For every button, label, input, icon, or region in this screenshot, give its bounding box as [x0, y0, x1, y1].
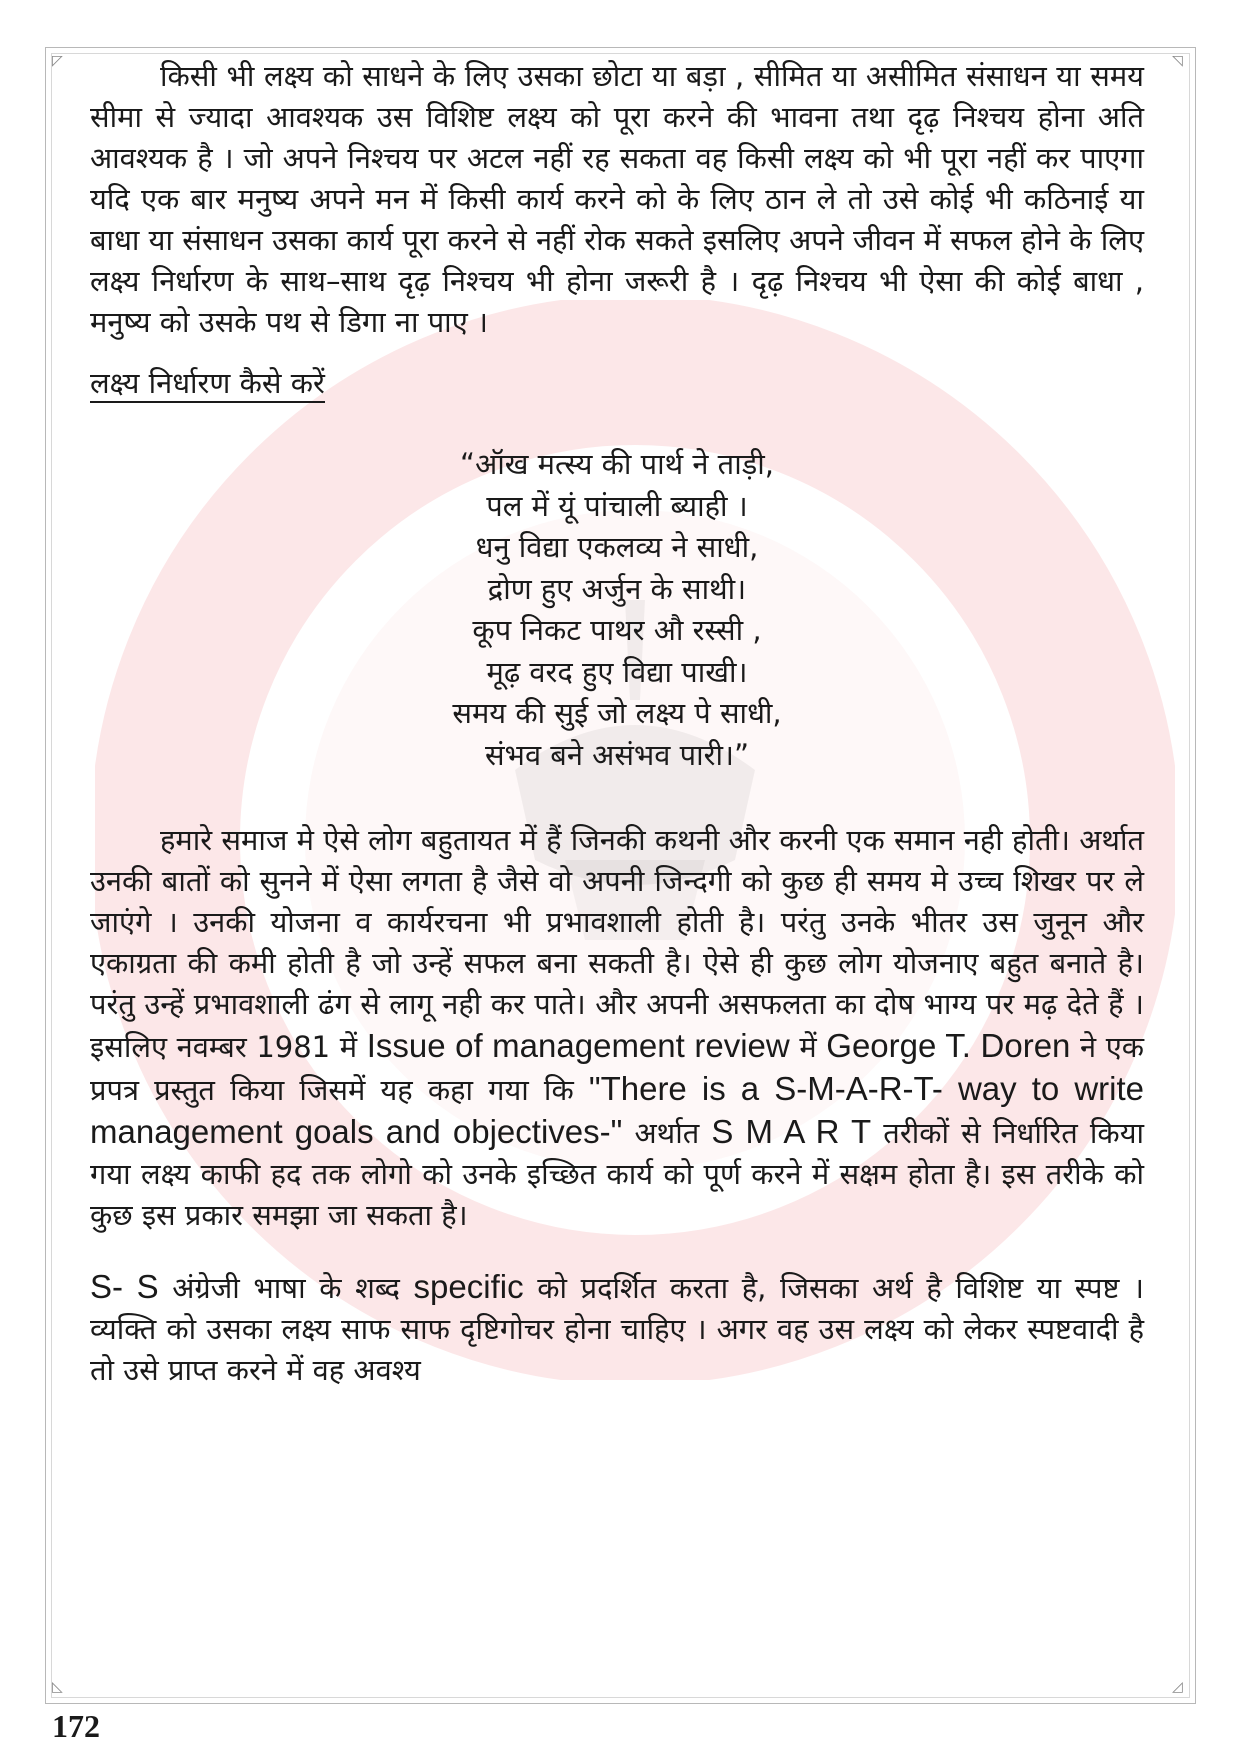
paragraph-determination: किसी भी लक्ष्य को साधने के लिए उसका छोटा या बड़ा , सीमित या असीमित संसाधन या समय सीमा से ज्यादा आवश्यक उस विशिष्ट लक्ष्य को पूरा करने की भावना तथा दृढ़ निश्चय होना अति आवश्यक है । जो अपने निश्चय पर अटल नहीं रह सकता वह किसी लक्ष्य को भी पूरा नहीं कर पाएगा यदि एक बार मनुष्य अपने मन में किसी कार्य करने को के लिए ठान ले तो उसे कोई भी कठिनाई या बाधा या संसाधन उसका कार्य पूरा करने से नहीं रोक सकते इसलिए अपने जीवन में सफल होने के लिए लक्ष्य निर्धारण के साथ–साथ दृढ़ निश्चय भी होना जरूरी है । दृढ़ निश्चय भी ऐसा की कोई बाधा , मनुष्य को उसके पथ से डिगा ना पाए । [90, 59, 1144, 339]
corner-ornament-bottom-left: ◺ [52, 1679, 63, 1695]
page-number: 172 [52, 1708, 100, 1744]
paragraph-specific [90, 1266, 1144, 1391]
english-acronym-smart: S M A R T [711, 1113, 872, 1150]
poem-line: मूढ़ वरद हुए विद्या पाखी। [486, 654, 748, 689]
poem-line: पल में यूं पांचाली ब्याही । [486, 488, 748, 523]
text-run: को प्रदर्शित करता है, जिसका अर्थ है विशिष्ट या स्पष्ट । व्यक्ति को उसका लक्ष्य साफ साफ दृष्टिगोचर होना चाहिए । अगर वह उस लक्ष्य को लेकर स्पष्टवादी है तो उसे प्राप्त करने में वह अवश्य [90, 1271, 1145, 1387]
page-content [90, 56, 1144, 1391]
corner-ornament-bottom-right: ◿ [1172, 1679, 1183, 1695]
text-run: हमारे समाज मे ऐसे लोग बहुतायत में हैं जिनकी कथनी और करनी एक समान नही होती। अर्थात उनकी बातों को सुनने में ऐसा लगता है जैसे वो अपनी जिन्दगी को कुछ ही समय मे उच्च शिखर पर ले जाएंगे । उनकी योजना व कार्यरचना भी प्रभावशाली होती है। परंतु उनके भीतर उस जुनून और एकाग्रता की कमी होती है जो उन्हें सफल बना सकती है। ऐसे ही कुछ लोग योजनाए बहुत बनाते है। परंतु उन्हें प्रभावशाली ढंग से लागू नही कर पाते। और अपनी असफलता का दोष भाग्य पर मढ़ देते हैं । इसलिए नवम्बर 1981 में [90, 823, 1144, 1064]
paragraph-smart-intro [90, 820, 1144, 1236]
poem-line: धनु विद्या एकलव्य ने साधी, [475, 530, 759, 564]
section-heading: लक्ष्य निर्धारण कैसे करें [90, 365, 325, 403]
poem-line: समय की सुई जो लक्ष्य पे साधी, [452, 696, 782, 730]
poem-line: संभव बने असंभव पारी।” [484, 737, 750, 772]
poem-line: “ऑख मत्स्य की पार्थ ने ताड़ी, [460, 447, 774, 481]
poem-line: कूप निकट पाथर औ रस्सी , [472, 613, 762, 647]
text-run: अंग्रेजी भाषा के शब्द [172, 1271, 400, 1305]
poem [90, 444, 1144, 776]
corner-ornament-top-left: ◸ [52, 53, 63, 69]
english-name-doren: George T. Doren [826, 1027, 1071, 1064]
text-run: तरीकों से निर्धारित किया गया लक्ष्य काफी हद तक लोगो को उनके इच्छित कार्य को पूर्ण करने में सक्षम होता है। इस तरीके को कुछ इस प्रकार समझा जा सकता है। [90, 1116, 1145, 1232]
text-run: में [799, 1030, 817, 1064]
english-word-specific: specific [413, 1268, 524, 1305]
text-run: ने एक प्रपत्र प्रस्तुत किया जिसमें यह कहा गया कि [90, 1030, 1145, 1107]
english-label-s: S- S [90, 1268, 159, 1305]
english-quote-smart: "There is a S-M-A-R-T- way to write management goals and objectives-" [90, 1070, 1144, 1150]
corner-ornament-top-right: ◹ [1172, 53, 1183, 69]
text-run: अर्थात [634, 1116, 700, 1150]
english-phrase-issue: Issue of management review [366, 1027, 790, 1064]
poem-line: द्रोण हुए अर्जुन के साथी। [487, 571, 747, 606]
